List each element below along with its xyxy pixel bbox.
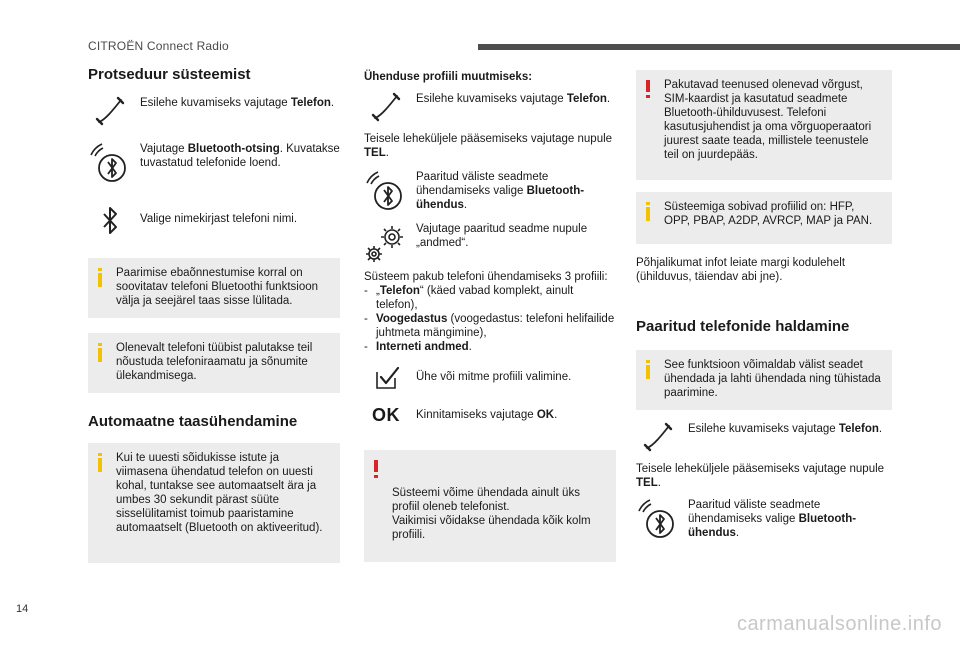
paragraph-profiles: Süsteem pakub telefoni ühendamiseks 3 profiili: (364, 271, 608, 283)
profile-list (364, 284, 616, 354)
bluetooth-search-icon (636, 498, 680, 538)
phone-handset-icon (88, 96, 132, 136)
subhead-change-profile: Ühenduse profiili muutmiseks: (364, 71, 533, 83)
page-number: 14 (16, 603, 29, 615)
info-note-pairing-failed: Paarimise ebaõnnestumise korral on soovitatav telefoni Bluetoothi funktsioon välja ja seejärel taas sisse lülitada. (88, 258, 340, 318)
step-open-phone (88, 96, 340, 132)
info-icon (98, 453, 103, 471)
step-device-details (364, 222, 616, 266)
step-text: Esilehe kuvamiseks vajutage Telefon. (416, 93, 611, 105)
warning-note-profile: Süsteemi võime ühendada ainult üks profiil oleneb telefonist. Vaikimisi võidakse ühendada kõik kolm profiili. (364, 450, 616, 562)
step-text: Valige nimekirjast telefoni nimi. (140, 213, 298, 225)
info-icon (646, 202, 651, 220)
list-item: - „Telefon“ (käed vabad komplekt, ainult telefon), (364, 285, 574, 311)
section-title-auto-reconnect: Automaatne taasühendamine (88, 413, 298, 430)
warning-note-services: Pakutavad teenused olenevad võrgust, SIM-kaardist ja kasutatud seadmete Bluetooth-ühilduvusest. Telefoni kasutusjuhendist ja oma võrguoperaatori juurest saate teada, millistele teenustele teil on juurdepääs. (636, 70, 892, 180)
gear-icon (364, 222, 408, 262)
step-text: Kinnitamiseks vajutage OK. (416, 409, 558, 421)
info-icon (98, 343, 103, 361)
column-right (636, 70, 892, 544)
step-text: Esilehe kuvamiseks vajutage Telefon. (688, 423, 883, 435)
step-select-phone (88, 204, 340, 240)
column-middle (364, 70, 616, 562)
bluetooth-search-icon (88, 142, 132, 182)
step-text: Paaritud väliste seadmete ühendamiseks valige Bluetooth-ühendus. (688, 499, 857, 539)
ok-button-icon: OK (372, 405, 400, 425)
step-text: Paaritud väliste seadmete ühendamiseks valige Bluetooth-ühendus. (416, 171, 585, 211)
step-open-phone (364, 92, 616, 128)
step-confirm-ok (364, 402, 616, 438)
step-select-profiles (364, 364, 616, 400)
step-bluetooth-connection (636, 498, 892, 544)
list-item: - Voogedastus (voogedastus: telefoni helifailide juhtmeta mängimine), (364, 313, 615, 339)
step-text: Ühe või mitme profiili valimine. (416, 371, 572, 383)
paragraph-more-info: Põhjalikumat infot leiate margi kodulehelt (ühilduvus, täiendav abi jne). (636, 257, 846, 283)
header-bar (478, 44, 960, 50)
bluetooth-search-icon (364, 170, 408, 210)
brand-header: CITROËN Connect Radio (88, 39, 229, 53)
step-open-phone (636, 422, 892, 458)
warning-icon (374, 460, 379, 478)
info-icon (646, 360, 651, 378)
section-title-procedure: Protseduur süsteemist (88, 66, 251, 83)
step-text: Vajutage paaritud seadme nupule „andmed“. (416, 223, 588, 249)
watermark: carmanualsonline.info (736, 613, 942, 635)
info-note-compatible-profiles: Süsteemiga sobivad profiilid on: HFP, OPP, PBAP, A2DP, AVRCP, MAP ja PAN. (636, 192, 892, 244)
column-left (88, 66, 340, 563)
step-bluetooth-search (88, 142, 340, 188)
section-title-manage-paired: Paaritud telefonide haldamine (636, 318, 850, 335)
paragraph-tel: Teisele leheküljele pääsemiseks vajutage nupule TEL. (636, 463, 885, 489)
bluetooth-icon (88, 204, 132, 244)
phone-handset-icon (636, 422, 680, 462)
info-icon (98, 268, 103, 286)
paragraph-tel: Teisele leheküljele pääsemiseks vajutage nupule TEL. (364, 133, 613, 159)
info-note-manage: See funktsioon võimaldab välist seadet ühendada ja lahti ühendada ning tühistada paarimine. (636, 350, 892, 410)
step-text: Vajutage Bluetooth-otsing. Kuvatakse tuvastatud telefonide loend. (140, 143, 340, 169)
checkbox-check-icon (364, 364, 408, 404)
info-note-auto-reconnect: Kui te uuesti sõidukisse istute ja viimasena ühendatud telefon on uuesti kohal, tuntakse see automaatselt ära ja umbes 30 sekundit pärast süüte sisselülitamist toimub paaristamine automaatselt (Bluetooth on aktiveeritud). (88, 443, 340, 563)
list-item: - Interneti andmed. (364, 341, 472, 353)
phone-handset-icon (364, 92, 408, 132)
info-note-contacts-transfer: Olenevalt telefoni tüübist palutakse teil nõustuda telefoniraamatu ja sõnumite ülekandmisega. (88, 333, 340, 393)
step-text: Esilehe kuvamiseks vajutage Telefon. (140, 97, 335, 109)
warning-icon (646, 80, 651, 98)
step-bluetooth-connection (364, 170, 616, 216)
